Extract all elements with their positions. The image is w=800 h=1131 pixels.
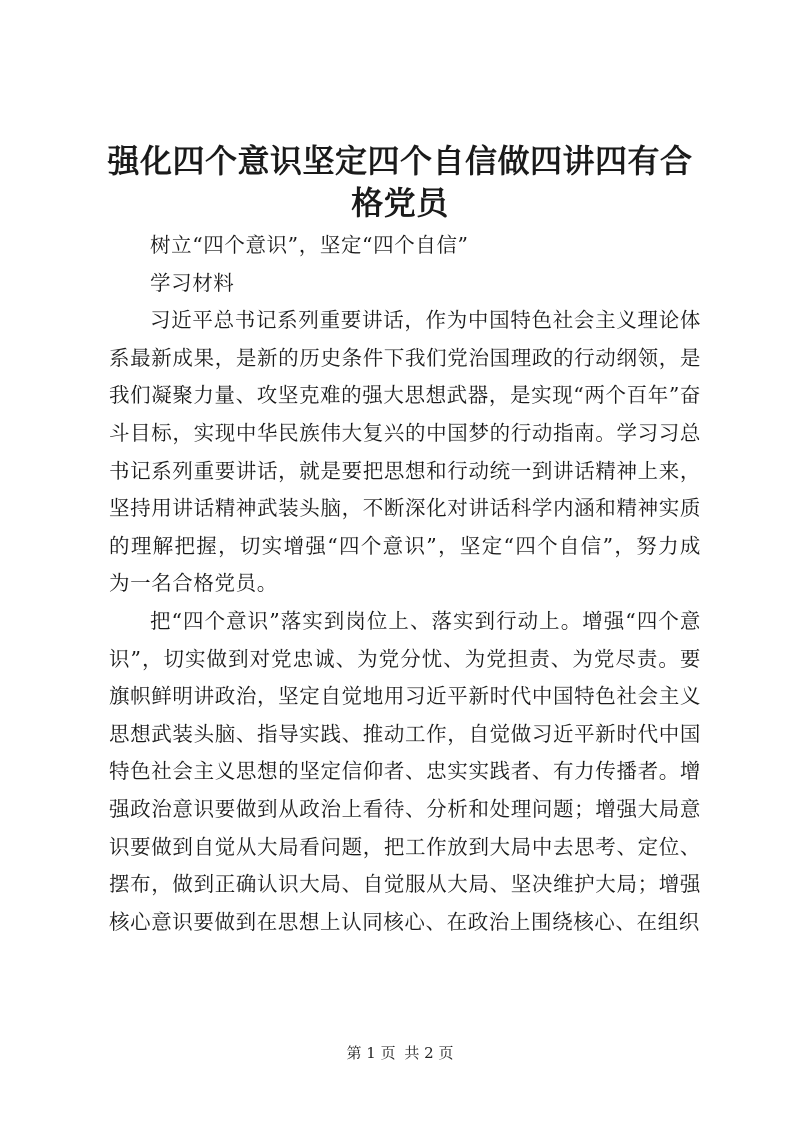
subtitle-paragraph: 树立“四个意识”，坚定“四个自信” xyxy=(150,233,469,257)
section-label-paragraph: 学习材料 xyxy=(150,270,235,295)
body-paragraph-1: 习近平总书记系列重要讲话，作为中国特色社会主义理论体系最新成果，是新的历史条件下我们党治国理政的行动纲领，是我们凝聚力量、攻坚克难的强大思想武器，是实现“两个百年”奋斗目标，实现中华民族伟大复兴的中国梦的行动指南。学习习总书记系列重要讲话，就是要把思想和行动统一到讲话精神上来，坚持用讲话精神武装头脑，不断深化对讲话科学内涵和精神实质的理解把握，切实增强“四个意识”，坚定“四个自信”，努力成为一名合格党员。 xyxy=(109,308,701,596)
page-footer xyxy=(0,1043,800,1063)
page-total: 共 2 页 xyxy=(404,1044,454,1062)
document-body xyxy=(109,227,701,941)
page-number: 第 1 页 xyxy=(346,1044,396,1062)
document-title: 强化四个意识坚定四个自信做四讲四有合格党员 xyxy=(107,142,693,222)
body-paragraph-2: 把“四个意识”落实到岗位上、落实到行动上。增强“四个意识”，切实做到对党忠诚、为党分忧、为党担责、为党尽责。要旗帜鲜明讲政治，坚定自觉地用习近平新时代中国特色社会主义思想武装头脑、指导实践、推动工作，自觉做习近平新时代中国特色社会主义思想的坚定信仰者、忠实实践者、有力传播者。增强政治意识要做到从政治上看待、分析和处理问题；增强大局意识要做到自觉从大局看问题，把工作放到大局中去思考、定位、摆布，做到正确认识大局、自觉服从大局、坚决维护大局；增强核心意识要做到在思想上认同核心、在政治上围绕核心、在组织 xyxy=(109,608,701,934)
